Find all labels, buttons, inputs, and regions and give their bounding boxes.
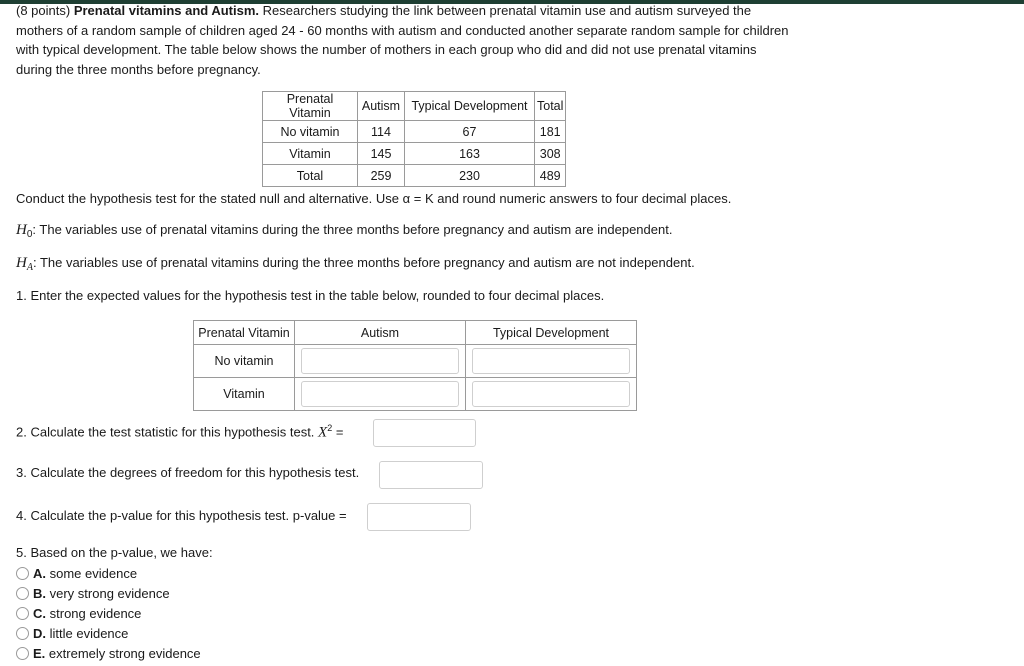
degrees-of-freedom-input[interactable] — [379, 461, 483, 489]
table-header-row — [263, 92, 566, 121]
table-cell: 489 — [535, 165, 566, 187]
points-label: (8 points) — [16, 3, 71, 18]
row-label: No vitamin — [194, 345, 295, 378]
null-hypothesis — [16, 222, 672, 240]
table-cell: 67 — [405, 121, 535, 143]
table-cell — [295, 378, 466, 411]
observed-table — [262, 91, 566, 187]
h0-text: : The variables use of prenatal vitamins during the three months before pregnancy and autism are independent. — [32, 222, 673, 237]
option-letter: D. — [33, 626, 46, 641]
table-cell: 259 — [358, 165, 405, 187]
table-header-row — [194, 321, 637, 345]
problem-text: Researchers studying the link between prenatal vitamin use and autism surveyed the mothers of a random sample of children aged 24 - 60 months with autism and conducted another separate random sample for children with typical development. The table below shows the number of mothers in each group who did and did not use prenatal vitamins during the three months before pregnancy. — [16, 3, 789, 77]
table-cell — [295, 345, 466, 378]
option-e[interactable] — [16, 644, 201, 664]
ha-text: : The variables use of prenatal vitamins during the three months before pregnancy and autism are not independent. — [32, 255, 695, 270]
h0-subscript: 0 — [26, 229, 33, 240]
table-cell: 230 — [405, 165, 535, 187]
expected-vitamin-autism-input[interactable] — [301, 381, 459, 407]
radio-icon[interactable] — [16, 567, 29, 580]
table-row — [263, 121, 566, 143]
option-label: some evidence — [49, 566, 138, 581]
option-a[interactable] — [16, 564, 137, 584]
radio-icon[interactable] — [16, 647, 29, 660]
expected-vitamin-typical-input[interactable] — [472, 381, 630, 407]
option-label: strong evidence — [49, 606, 142, 621]
option-d[interactable] — [16, 624, 128, 644]
chi-square-exponent: 2 — [327, 423, 333, 433]
radio-icon[interactable] — [16, 627, 29, 640]
header-cell: Total — [535, 92, 566, 121]
ha-symbol: H — [16, 255, 27, 271]
table-cell: 114 — [358, 121, 405, 143]
problem-intro — [16, 1, 796, 79]
header-cell: Typical Development — [466, 321, 637, 345]
h0-symbol: H — [16, 222, 27, 238]
question-4: 4. Calculate the p-value for this hypothesis test. p-value = — [16, 508, 347, 523]
row-label: Vitamin — [194, 378, 295, 411]
table-cell: 145 — [358, 143, 405, 165]
option-label: extremely strong evidence — [48, 646, 201, 661]
option-letter: B. — [33, 586, 46, 601]
table-cell: 163 — [405, 143, 535, 165]
problem-title: Prenatal vitamins and Autism. — [73, 3, 260, 18]
option-label: very strong evidence — [49, 586, 170, 601]
header-cell: Prenatal Vitamin — [263, 92, 358, 121]
header-cell: Prenatal Vitamin — [194, 321, 295, 345]
question-1: 1. Enter the expected values for the hypothesis test in the table below, rounded to four decimal places. — [16, 288, 605, 303]
header-cell: Autism — [358, 92, 405, 121]
option-b[interactable] — [16, 584, 170, 604]
question-2 — [16, 423, 343, 441]
test-statistic-input[interactable] — [373, 419, 476, 447]
instructions: Conduct the hypothesis test for the stated null and alternative. Use α = K and round numeric answers to four decimal places. — [16, 191, 732, 206]
radio-icon[interactable] — [16, 587, 29, 600]
table-cell: Vitamin — [263, 143, 358, 165]
header-cell: Typical Development — [405, 92, 535, 121]
radio-icon[interactable] — [16, 607, 29, 620]
table-cell: 308 — [535, 143, 566, 165]
table-cell: Total — [263, 165, 358, 187]
table-cell: 181 — [535, 121, 566, 143]
table-cell: No vitamin — [263, 121, 358, 143]
table-cell — [466, 345, 637, 378]
header-cell: Autism — [295, 321, 466, 345]
chi-square-symbol: X — [318, 424, 328, 441]
alternative-hypothesis — [16, 255, 695, 273]
option-letter: E. — [33, 646, 46, 661]
q2-text: 2. Calculate the test statistic for this hypothesis test. — [16, 424, 315, 440]
table-cell — [466, 378, 637, 411]
q2-equals: = — [332, 424, 344, 440]
expected-no-vitamin-typical-input[interactable] — [472, 348, 630, 374]
table-row — [194, 378, 637, 411]
option-letter: A. — [33, 566, 46, 581]
table-row — [194, 345, 637, 378]
expected-no-vitamin-autism-input[interactable] — [301, 348, 459, 374]
ha-subscript: A — [26, 262, 33, 273]
option-letter: C. — [33, 606, 46, 621]
table-row — [263, 143, 566, 165]
table-row — [263, 165, 566, 187]
option-label: little evidence — [49, 626, 129, 641]
expected-values-table — [193, 320, 637, 411]
question-5: 5. Based on the p-value, we have: — [16, 545, 213, 560]
option-c[interactable] — [16, 604, 141, 624]
question-3: 3. Calculate the degrees of freedom for this hypothesis test. — [16, 465, 360, 480]
p-value-input[interactable] — [367, 503, 471, 531]
